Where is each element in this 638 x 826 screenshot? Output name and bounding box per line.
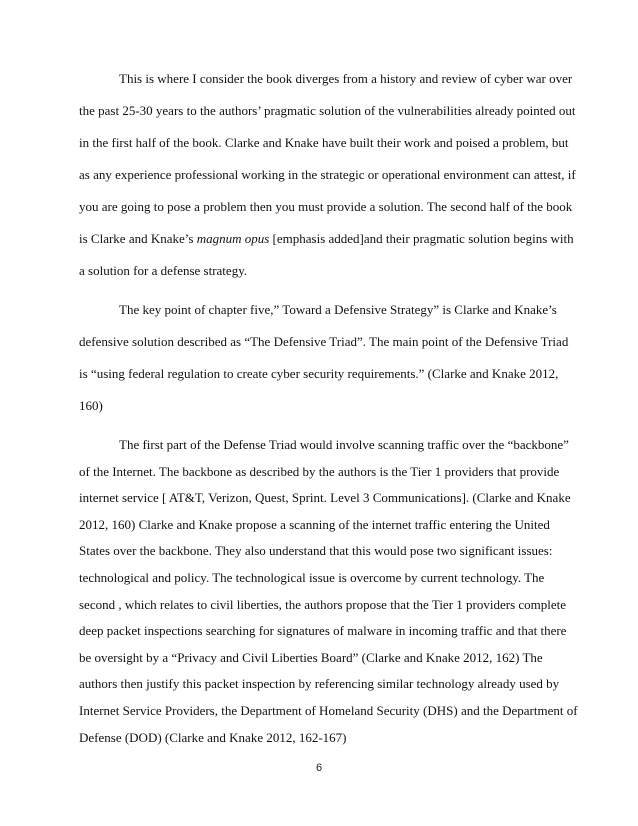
paragraph-3-line-4: 2012, 160) Clarke and Knake propose a scanning of the internet traffic entering the United <box>79 517 550 532</box>
paragraph-3-line-12: Defense (DOD) (Clarke and Knake 2012, 162-167) <box>79 730 347 745</box>
line-6-text-before: is Clarke and Knake’s <box>79 231 197 246</box>
line-6-text-after: [emphasis added]and their pragmatic solution begins with <box>269 231 574 246</box>
paragraph-3-line-6: technological and policy. The technological issue is overcome by current technology. The <box>79 570 545 585</box>
paragraph-3-line-7: second , which relates to civil liberties, the authors propose that the Tier 1 providers complete <box>79 597 567 612</box>
paragraph-2-line-4: 160) <box>79 398 103 413</box>
paragraph-3-line-3: internet service [ AT&T, Verizon, Quest, Sprint. Level 3 Communications]. (Clarke and Knake <box>79 490 571 505</box>
paragraph-3-line-9: be oversight by a “Privacy and Civil Liberties Board” (Clarke and Knake 2012, 162) The <box>79 650 543 665</box>
book-title-italic: magnum opus <box>196 231 270 246</box>
paragraph-1-line-1: This is where I consider the book diverges from a history and review of cyber war over <box>119 71 573 86</box>
paragraph-1-line-3: in the first half of the book. Clarke and Knake have built their work and poised a problem, but <box>79 135 569 150</box>
paragraph-3-line-8: deep packet inspections searching for signatures of malware in incoming traffic and that there <box>79 623 567 638</box>
paragraph-1-line-7: a solution for a defense strategy. <box>79 263 248 278</box>
paragraph-2-line-2: defensive solution described as “The Defensive Triad”. The main point of the Defensive Triad <box>79 334 569 349</box>
paragraph-1-line-6 <box>79 231 574 247</box>
paragraph-3-line-5: States over the backbone. They also understand that this would pose two significant issues: <box>79 543 553 558</box>
paragraph-1-line-4: as any experience professional working in the strategic or operational environment can attest, if <box>79 167 576 182</box>
paragraph-3-line-11: Internet Service Providers, the Department of Homeland Security (DHS) and the Department of <box>79 703 578 718</box>
paragraph-2-line-1: The key point of chapter five,” Toward a Defensive Strategy” is Clarke and Knake’s <box>119 302 557 317</box>
paragraph-1-line-2: the past 25-30 years to the authors’ pragmatic solution of the vulnerabilities already pointed out <box>79 103 576 118</box>
paragraph-1-line-5: you are going to pose a problem then you must provide a solution. The second half of the book <box>79 199 573 214</box>
paragraph-2-line-3: is “using federal regulation to create cyber security requirements.” (Clarke and Knake 2012, <box>79 366 559 381</box>
paragraph-3-line-2: of the Internet. The backbone as described by the authors is the Tier 1 providers that provide <box>79 464 560 479</box>
page-number: 6 <box>315 762 323 774</box>
paragraph-3-line-10: authors then justify this packet inspection by referencing similar technology already used by <box>79 676 560 691</box>
paragraph-3-line-1: The first part of the Defense Triad would involve scanning traffic over the “backbone” <box>119 437 569 452</box>
